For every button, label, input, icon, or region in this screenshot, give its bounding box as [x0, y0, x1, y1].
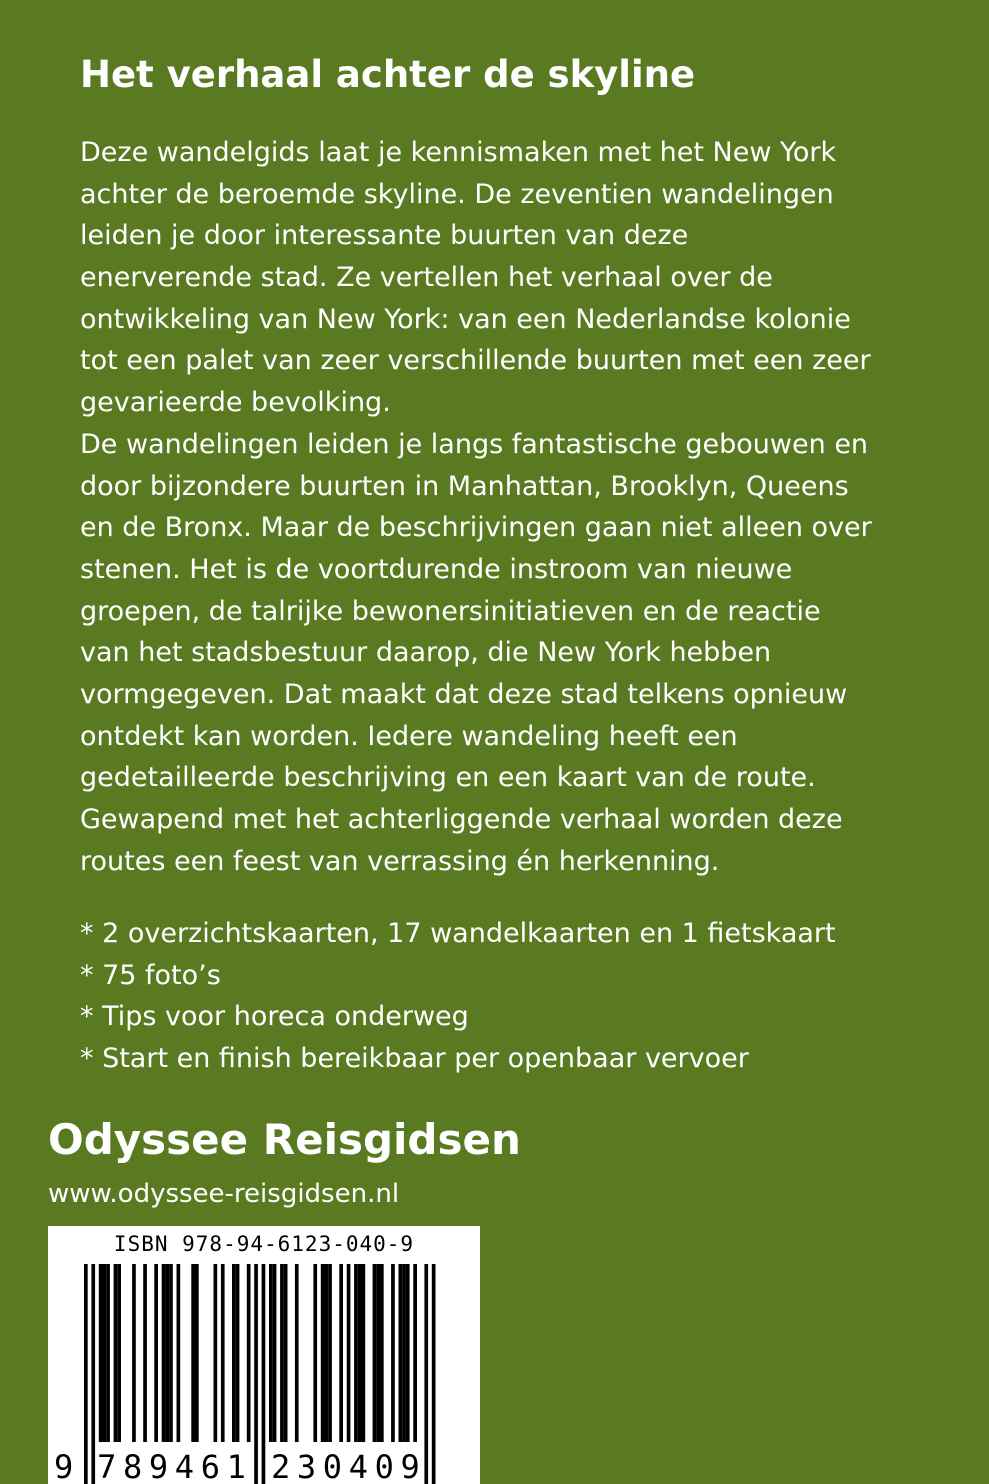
isbn-label: ISBN 978-94-6123-040-9 — [113, 1232, 415, 1256]
barcode-bar — [358, 1264, 362, 1442]
barcode-bar — [273, 1264, 277, 1442]
barcode-bar — [380, 1264, 384, 1442]
barcode-bar — [169, 1264, 173, 1442]
isbn-barcode — [48, 1226, 480, 1484]
barcode-digit: 2 — [271, 1448, 291, 1484]
barcode-digit: 7 — [97, 1448, 117, 1484]
barcode-digit: 9 — [148, 1448, 169, 1484]
barcode-digit: 0 — [374, 1448, 394, 1484]
description-line: tot een palet van zeer verschillende buurten met een zeer — [80, 345, 871, 377]
description-line: stenen. Het is de voortdurende instroom van nieuwe — [80, 553, 793, 585]
description-line: enerverende stad. Ze vertellen het verhaal over de — [80, 262, 773, 294]
barcode-bar — [424, 1264, 428, 1484]
barcode-bar — [354, 1264, 358, 1442]
barcode-bar — [195, 1264, 199, 1442]
barcode-bar — [399, 1264, 403, 1442]
barcode-bar — [280, 1264, 284, 1442]
barcode-bar — [103, 1264, 107, 1442]
barcode-bar — [432, 1264, 436, 1484]
description-line: Gewapend met het achterliggende verhaal worden deze — [80, 804, 843, 835]
barcode-bar — [154, 1264, 158, 1442]
publisher-logo-text: Odyssee Reisgidsen — [48, 1115, 521, 1164]
barcode-bar — [143, 1264, 147, 1442]
barcode-bar — [165, 1264, 169, 1442]
publisher-website: www.odyssee-reisgidsen.nl — [48, 1179, 400, 1209]
barcode-bar — [221, 1264, 225, 1442]
description-line: en de Bronx. Maar de beschrijvingen gaan niet alleen over — [80, 512, 872, 544]
barcode-bar — [132, 1264, 136, 1442]
barcode-bar — [191, 1264, 195, 1442]
feature-list — [80, 913, 960, 1080]
barcode-bar — [362, 1264, 366, 1442]
barcode-bar — [313, 1264, 317, 1442]
description-text — [80, 132, 960, 882]
barcode-bar — [413, 1264, 417, 1442]
description-line: De wandelingen leiden je langs fantastische gebouwen en — [80, 428, 869, 460]
barcode-bar — [99, 1264, 103, 1442]
barcode-bar — [321, 1264, 325, 1442]
barcode-bar — [177, 1264, 181, 1442]
barcode-bars — [48, 1226, 480, 1484]
description-line: groepen, de talrijke bewonersinitiatieven en de reactie — [80, 595, 821, 627]
barcode-digit: 4 — [174, 1448, 195, 1484]
feature-item: * 75 foto’s — [80, 959, 221, 991]
barcode-bar — [162, 1264, 166, 1442]
barcode-bar — [262, 1264, 266, 1484]
barcode-bar — [114, 1264, 118, 1442]
barcode-bar — [269, 1264, 273, 1442]
barcode-bar — [402, 1264, 406, 1442]
barcode-bar — [117, 1264, 121, 1442]
description-line: van het stadsbestuur daarop, die New York hebben — [80, 637, 772, 669]
barcode-bar — [214, 1264, 218, 1442]
description-line: gedetailleerde beschrijving en een kaart van de route. — [80, 762, 816, 794]
description-line: Deze wandelgids laat je kennismaken met het New York — [80, 137, 837, 168]
barcode-digit: 9 — [54, 1448, 74, 1484]
barcode-bar — [376, 1264, 380, 1442]
barcode-bar — [91, 1264, 95, 1484]
description-line: ontdekt kan worden. Iedere wandeling heeft een — [80, 720, 738, 752]
description-line: ontwikkeling van New York: van een Nederlandse kolonie — [80, 303, 851, 335]
barcode-bar — [391, 1264, 395, 1442]
barcode-bar — [284, 1264, 288, 1442]
cover-heading: Het verhaal achter de skyline — [80, 53, 696, 96]
feature-item: * Tips voor horeca onderweg — [80, 1001, 469, 1033]
feature-item: * Start en finish bereikbaar per openbaar vervoer — [80, 1043, 749, 1075]
description-line: gevarieerde bevolking. — [80, 387, 391, 419]
description-line: achter de beroemde skyline. De zeventien wandelingen — [80, 178, 834, 210]
barcode-bar — [295, 1264, 299, 1442]
barcode-bar — [254, 1264, 258, 1484]
barcode-digit: 9 — [400, 1448, 420, 1484]
barcode-bar — [84, 1264, 88, 1484]
barcode-bar — [406, 1264, 410, 1442]
barcode-bar — [339, 1264, 343, 1442]
barcode-bar — [106, 1264, 110, 1442]
barcode-bar — [325, 1264, 329, 1442]
barcode-bar — [347, 1264, 351, 1442]
barcode-digit: 0 — [322, 1448, 343, 1484]
barcode-digit: 1 — [226, 1448, 246, 1484]
barcode-bar — [247, 1264, 251, 1442]
barcode-bar — [232, 1264, 236, 1442]
description-line: leiden je door interessante buurten van deze — [80, 220, 689, 252]
barcode-digit: 8 — [123, 1448, 143, 1484]
feature-item: * 2 overzichtskaarten, 17 wandelkaarten en 1 fietskaart — [80, 918, 836, 949]
barcode-digit: 4 — [348, 1448, 368, 1484]
barcode-bar — [236, 1264, 240, 1442]
description-line: routes een feest van verrassing én herkenning. — [80, 845, 720, 877]
description-line: door bijzondere buurten in Manhattan, Brooklyn, Queens — [80, 470, 849, 502]
barcode-digit: 3 — [296, 1448, 317, 1484]
barcode-bar — [373, 1264, 377, 1442]
description-line: vormgegeven. Dat maakt dat deze stad telkens opnieuw — [80, 678, 848, 710]
barcode-digit: 6 — [200, 1448, 220, 1484]
barcode-bar — [328, 1264, 332, 1442]
